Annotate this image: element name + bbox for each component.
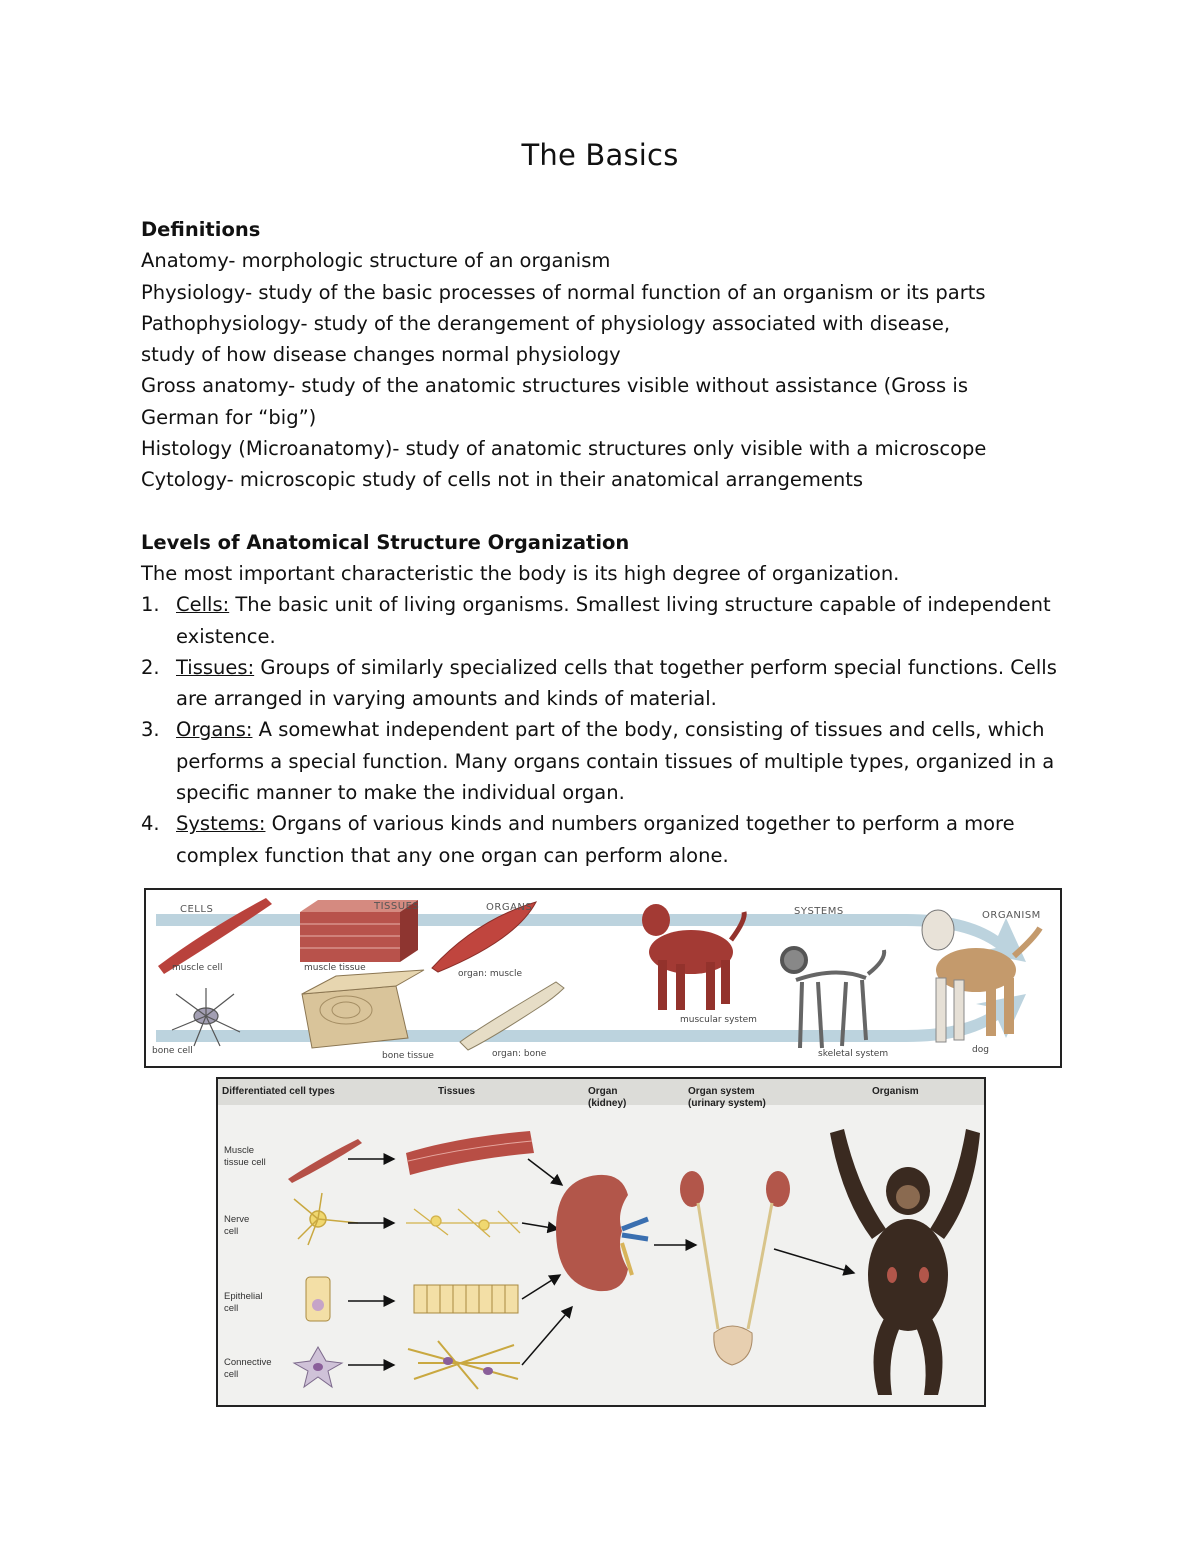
label-muscular-system: muscular system <box>680 1015 757 1025</box>
label-nerve: Nerve <box>224 1214 250 1225</box>
page-title: The Basics <box>521 138 679 172</box>
definition-line: Pathophysiology- study of the derangement of physiology associated with disease, <box>141 311 951 335</box>
label-connective-cell: cell <box>224 1369 239 1380</box>
definition-line: Cytology- microscopic study of cells not in their anatomical arrangements <box>141 468 864 492</box>
header-organs: ORGANS <box>486 902 533 913</box>
document-body <box>141 214 1071 871</box>
definition-line: Physiology- study of the basic processes of normal function of an organism or its parts <box>141 280 986 304</box>
cell-to-organism-figure <box>216 1077 986 1407</box>
flow-arrow-bottom <box>156 994 1026 1042</box>
label-epithelial: Epithelial <box>224 1291 263 1302</box>
bone-tissue-image <box>302 970 424 1048</box>
list-item <box>141 652 1071 715</box>
cell-to-organism-illustration <box>218 1079 984 1405</box>
header-tissues: Tissues <box>438 1086 476 1097</box>
list-number: 3. <box>141 718 160 742</box>
definitions-heading: Definitions <box>141 218 261 241</box>
list-text: The basic unit of living organisms. Smallest living structure capable of independent existence. <box>176 593 1051 648</box>
label-muscle: Muscle <box>224 1145 255 1156</box>
definition-line: Histology (Microanatomy)- study of anatomic structures only visible with a microscope <box>141 437 987 461</box>
list-text: A somewhat independent part of the body, consisting of tissues and cells, which performs a special function. Many organs contain tissues of multiple types, organized in a specific manner to make the individual organ. <box>176 718 1055 805</box>
list-term: Cells: <box>176 593 230 617</box>
label-bone-tissue: bone tissue <box>382 1051 434 1061</box>
label-skeletal-system: skeletal system <box>818 1049 889 1059</box>
list-number: 2. <box>141 655 160 679</box>
list-text: Groups of similarly specialized cells that together perform special functions. Cells are arranged in varying amounts and kinds of material. <box>176 655 1057 711</box>
definition-line: German for “big”) <box>141 405 317 429</box>
list-item <box>141 589 1071 652</box>
list-number: 4. <box>141 812 160 836</box>
label-muscle-tissue: muscle tissue <box>304 963 366 973</box>
definition-line: Gross anatomy- study of the anatomic structures visible without assistance (Gross is <box>141 374 968 398</box>
label-bone-cell: bone cell <box>152 1046 193 1056</box>
list-number: 1. <box>141 593 160 617</box>
header-organism: ORGANISM <box>982 910 1041 921</box>
label-organ-bone: organ: bone <box>492 1049 547 1059</box>
label-tissue-cell: tissue cell <box>224 1157 266 1168</box>
list-term: Organs: <box>176 718 253 742</box>
levels-list <box>141 589 1071 871</box>
muscle-cell-image <box>288 1139 362 1183</box>
kidney-image <box>556 1175 648 1291</box>
levels-heading: Levels of Anatomical Structure Organization <box>141 530 630 554</box>
label-epithelial-cell: cell <box>224 1303 239 1314</box>
list-text: Organs of various kinds and numbers organized together to perform a more complex function that any one organ can perform alone. <box>176 812 1015 867</box>
connective-tissue-image <box>408 1341 520 1389</box>
header-organ-system: Organ system <box>688 1086 755 1097</box>
urinary-system-image <box>680 1171 790 1365</box>
list-term: Tissues: <box>176 655 255 679</box>
header-organ: Organ <box>588 1086 618 1097</box>
label-organ-muscle: organ: muscle <box>458 969 523 979</box>
header-tissues: TISSUES <box>374 901 420 912</box>
definition-line: Anatomy- morphologic structure of an organism <box>141 249 611 273</box>
chimpanzee-image <box>830 1129 980 1395</box>
header-cell-types: Differentiated cell types <box>222 1086 335 1097</box>
list-item <box>141 808 1071 871</box>
nerve-cell-image <box>294 1193 358 1245</box>
header-urinary-system: (urinary system) <box>688 1098 766 1109</box>
list-term: Systems: <box>176 812 266 836</box>
organization-levels-illustration <box>146 890 1060 1066</box>
label-nerve-cell: cell <box>224 1226 239 1237</box>
label-connective: Connective <box>224 1357 272 1368</box>
epithelial-tissue-image <box>414 1285 518 1313</box>
header-organ-kidney: (kidney) <box>588 1098 627 1109</box>
nerve-tissue-image <box>406 1209 520 1237</box>
header-cells: CELLS <box>180 904 214 915</box>
label-muscle-cell: muscle cell <box>172 963 223 973</box>
definition-line: study of how disease changes normal physiology <box>141 343 621 367</box>
arrow <box>522 1223 558 1229</box>
muscle-tissue-image <box>406 1131 534 1175</box>
header-systems: SYSTEMS <box>794 906 844 917</box>
label-dog: dog <box>972 1045 989 1055</box>
levels-intro: The most important characteristic the body is its high degree of organization. <box>141 561 900 585</box>
flow-arrow-top <box>156 914 1026 962</box>
arrow <box>522 1275 560 1299</box>
arrow <box>774 1249 854 1273</box>
connective-cell-image <box>294 1347 342 1387</box>
list-item <box>141 714 1071 808</box>
organization-levels-figure <box>144 888 1062 1068</box>
epithelial-cell-image <box>306 1277 330 1321</box>
arrow <box>522 1307 572 1365</box>
arrow <box>528 1159 562 1185</box>
header-organism: Organism <box>872 1086 919 1097</box>
